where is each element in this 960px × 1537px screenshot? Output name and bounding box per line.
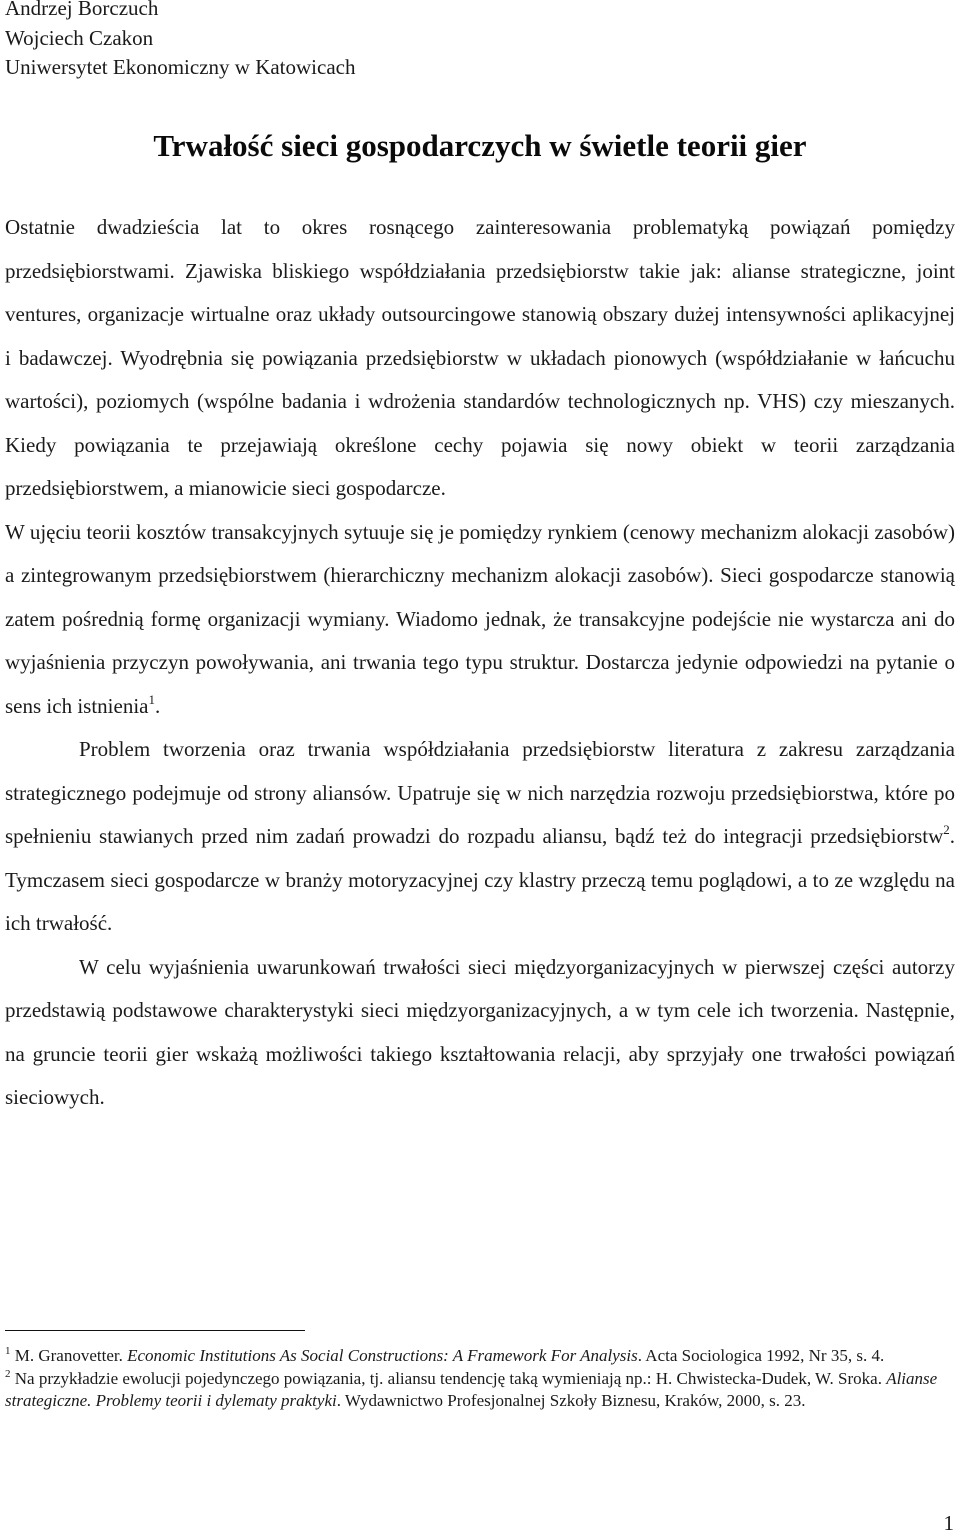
footnote-text: Na przykładzie ewolucji pojedynczego powiązania, tj. aliansu tendencję taką wymieniają np.: H. Chwistecka-Dudek, W. Sroka.	[10, 1368, 887, 1388]
paragraph-text: W ujęciu teorii kosztów transakcyjnych sytuuje się je pomiędzy rynkiem (cenowy mechanizm alokacji zasobów) a zintegrowanym przedsiębiorstwem (hierarchiczny mechanizm alokacji zasobów). Sieci gospodarcze stanowią zatem pośrednią formę organizacji wymiany. Wiadomo jednak, że transakcyjne podejście nie wystarcza ani do wyjaśnienia przyczyn powoływania, ani trwania tego typu struktur. Dostarcza jedynie odpowiedzi na pytanie o sens ich istnienia	[5, 519, 955, 718]
footnote-work-title: Economic Institutions As Social Constructions: A Framework For Analysis	[127, 1346, 638, 1365]
footnote-number: 1	[5, 1345, 11, 1357]
footnote-number: 2	[5, 1367, 11, 1380]
footnote	[5, 1368, 955, 1413]
footnote-work-title: Alianse strategiczne. Problemy teorii i dylematy praktyki	[5, 1368, 938, 1410]
affiliation: Uniwersytet Ekonomiczny w Katowicach	[5, 55, 356, 79]
paragraph-transaction-costs	[5, 511, 955, 729]
paragraph-alliances	[5, 728, 955, 946]
paragraph-intro	[5, 206, 955, 511]
author-name: Andrzej Borczuch	[5, 0, 159, 20]
paragraph-text: . Tymczasem sieci gospodarcze w branży motoryzacyjnej czy klastry przeczą temu poglądowi, a to ze względu na ich trwałość.	[5, 824, 955, 935]
footnote-text: . Wydawnictwo Profesjonalnej Szkoły Biznesu, Kraków, 2000, s. 23.	[336, 1391, 806, 1410]
author-block	[5, 0, 355, 83]
footnote-ref[interactable]: 2	[943, 822, 950, 837]
author-name: Wojciech Czakon	[5, 25, 154, 50]
footnote-ref[interactable]: 1	[148, 691, 155, 707]
footnote	[5, 1345, 955, 1368]
paper-title: Trwałość sieci gospodarczych w świetle teorii gier	[153, 128, 807, 163]
paragraph-aim	[5, 946, 955, 1120]
footnote-divider	[5, 1330, 305, 1331]
paragraph-text: Ostatnie dwadzieścia lat to okres rosnącego zainteresowania problematyką powiązań pomiędzy przedsiębiorstwami. Zjawiska bliskiego współdziałania przedsiębiorstw takie jak: alianse strategiczne, joint ventures, organizacje wirtualne oraz układy outsourcingowe stanowią obszary dużej intensywności aplikacyjnej i badawczej. Wyodrębnia się powiązania przedsiębiorstw w układach pionowych (współdziałanie w łańcuchu wartości), poziomych (wspólne badania i wdrożenia standardów technologicznych np. VHS) czy mieszanych. Kiedy powiązania te przejawiają określone cechy pojawia się nowy obiekt w teorii zarządzania przedsiębiorstwem, a mianowicie sieci gospodarcze.	[5, 215, 955, 500]
paragraph-text: .	[154, 693, 161, 718]
body-text	[5, 206, 955, 1120]
paragraph-text: W celu wyjaśnienia uwarunkowań trwałości sieci międzyorganizacyjnych w pierwszej części autorzy przedstawią podstawowe charakterystyki sieci międzyorganizacyjnych, a w tym cele ich tworzenia. Następnie, na gruncie teorii gier wskażą możliwości takiego kształtowania relacji, aby sprzyjały one trwałości powiązań sieciowych.	[5, 954, 955, 1109]
footnote-text: . Acta Sociologica 1992, Nr 35, s. 4.	[637, 1346, 885, 1365]
page-number: 1	[943, 1511, 954, 1535]
footnotes	[5, 1345, 955, 1413]
footnote-text: M. Granovetter.	[10, 1346, 128, 1365]
paragraph-text: Problem tworzenia oraz trwania współdziałania przedsiębiorstw literatura z zakresu zarządzania strategicznego podejmuje od strony aliansów. Upatruje się w nich narzędzia rozwoju przedsiębiorstwa, które po spełnieniu stawianych przed nim zadań prowadzi do rozpadu aliansu, bądź też do integracji przedsiębiorstw	[5, 737, 955, 848]
